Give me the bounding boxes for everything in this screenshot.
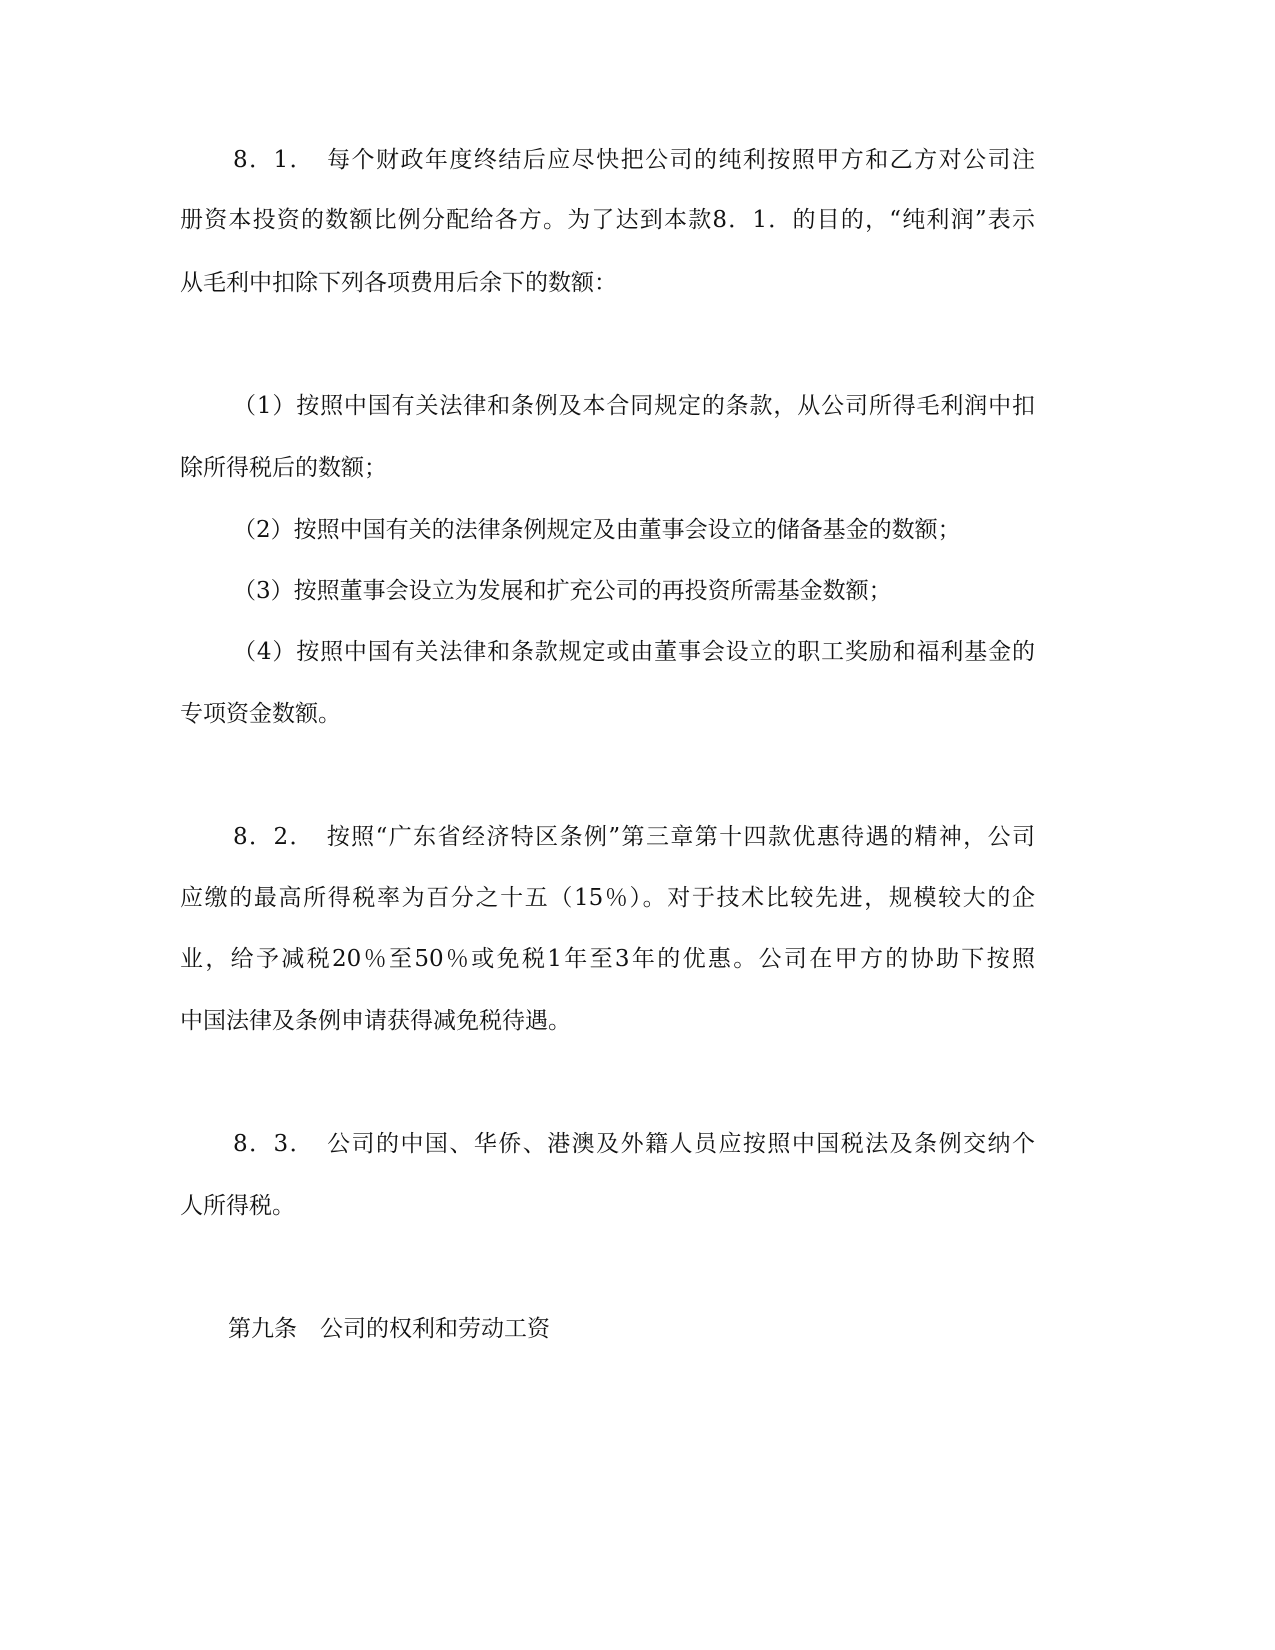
list-item-1-line-1: （1）按照中国有关法律和条例及本合同规定的条款，从公司所得毛利润中扣 — [233, 393, 1035, 419]
section-8-1-line-2: 册资本投资的数额比例分配给各方。为了达到本款8．1．的目的，“纯利润”表示 — [180, 207, 1035, 233]
list-item-2: （2）按照中国有关的法律条例规定及由董事会设立的储备基金的数额； — [233, 517, 961, 543]
section-8-1-line-3: 从毛利中扣除下列各项费用后余下的数额： — [180, 270, 617, 296]
section-8-2-line-2: 应缴的最高所得税率为百分之十五（15％）。对于技术比较先进，规模较大的企 — [180, 885, 1035, 911]
section-8-2-line-4: 中国法律及条例申请获得减免税待遇。 — [180, 1008, 571, 1034]
section-8-3-line-2: 人所得税。 — [180, 1193, 295, 1219]
article-9-heading: 第九条 公司的权利和劳动工资 — [228, 1316, 550, 1342]
section-8-3-line-1: 8．3． 公司的中国、华侨、港澳及外籍人员应按照中国税法及条例交纳个 — [233, 1131, 1035, 1157]
list-item-4-line-1: （4）按照中国有关法律和条款规定或由董事会设立的职工奖励和福利基金的 — [233, 639, 1035, 665]
section-8-2-line-3: 业，给予减税20％至50％或免税1年至3年的优惠。公司在甲方的协助下按照 — [180, 946, 1035, 972]
list-item-1-line-2: 除所得税后的数额； — [180, 455, 387, 481]
section-8-1-line-1: 8．1． 每个财政年度终结后应尽快把公司的纯利按照甲方和乙方对公司注 — [233, 147, 1035, 173]
list-item-4-line-2: 专项资金数额。 — [180, 701, 341, 727]
list-item-3: （3）按照董事会设立为发展和扩充公司的再投资所需基金数额； — [233, 578, 892, 604]
section-8-2-line-1: 8．2． 按照“广东省经济特区条例”第三章第十四款优惠待遇的精神，公司 — [233, 824, 1035, 850]
